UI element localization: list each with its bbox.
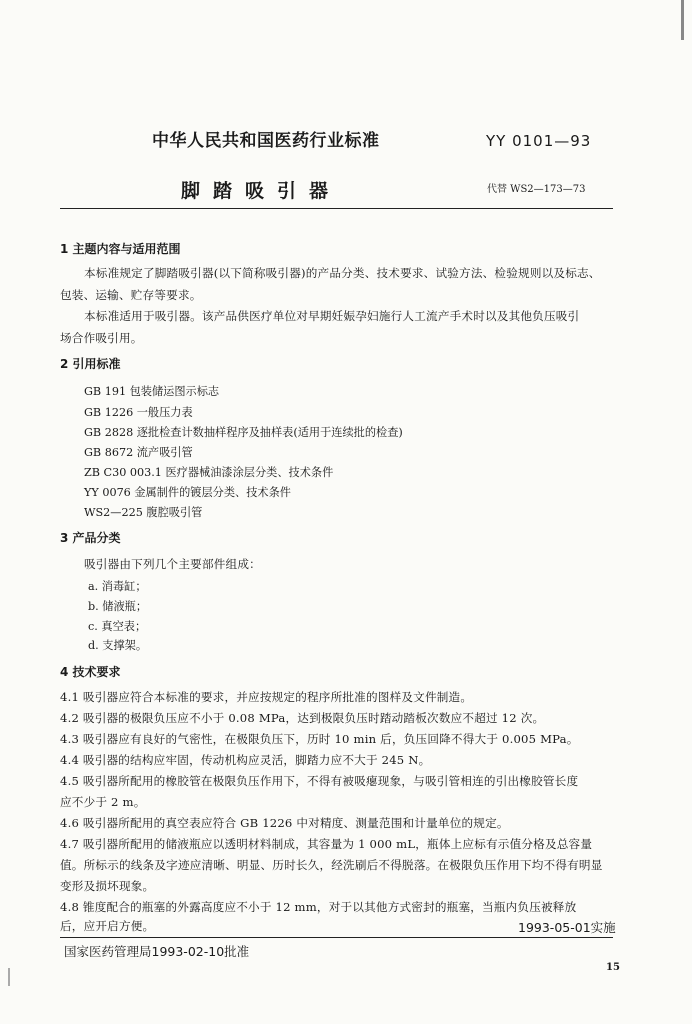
paragraph-line: 吸引器由下列几个主要部件组成： <box>84 557 261 571</box>
reference-item: GB 1226 一般压力表 <box>84 406 193 419</box>
reference-item: WS2—225 腹腔吸引管 <box>84 506 203 519</box>
document-title: 脚踏吸引器 <box>181 180 342 202</box>
issuing-organization: 中华人民共和国医药行业标准 <box>152 131 380 151</box>
clause-line: 4.6 吸引器所配用的真空表应符合 GB 1226 中对精度、测量范围和计量单位的规定。 <box>60 816 509 830</box>
scan-margin-mark <box>8 968 10 986</box>
scan-edge-mark <box>681 0 684 40</box>
effective-date: 1993-05-01实施 <box>518 920 616 935</box>
page-number: 15 <box>606 962 620 973</box>
paragraph-line: 本标准适用于吸引器。该产品供医疗单位对早期妊娠孕妇施行人工流产手术时以及其他负压吸引 <box>84 309 580 323</box>
section-heading: 1 主题内容与适用范围 <box>60 242 181 256</box>
header-divider <box>60 208 613 209</box>
reference-item: GB 2828 逐批检查计数抽样程序及抽样表(适用于连续批的检查) <box>84 426 403 439</box>
paragraph-line: 本标准规定了脚踏吸引器(以下简称吸引器)的产品分类、技术要求、试验方法、检验规则以及标志、 <box>84 266 601 280</box>
clause-line: 4.1 吸引器应符合本标准的要求，并应按规定的程序所批准的图样及文件制造。 <box>60 690 473 704</box>
clause-line: 4.2 吸引器的极限负压应不小于 0.08 MPa，达到极限负压时踏动踏板次数应不超过 12 次。 <box>60 711 545 725</box>
standard-code: YY 0101—93 <box>486 132 592 150</box>
section-heading: 4 技术要求 <box>60 665 121 679</box>
list-item: d. 支撑架。 <box>88 639 148 652</box>
replaces-note: 代替 WS2—173—73 <box>487 184 586 195</box>
section-heading: 2 引用标准 <box>60 357 121 371</box>
list-item: a. 消毒缸； <box>88 580 147 593</box>
clause-line: 变形及损坏现象。 <box>60 879 155 893</box>
footer-divider <box>60 937 613 938</box>
list-item: b. 储液瓶； <box>88 600 148 613</box>
section-heading: 3 产品分类 <box>60 531 121 545</box>
approval-line: 国家医药管理局1993-02-10批准 <box>64 944 250 959</box>
reference-item: GB 8672 流产吸引管 <box>84 446 193 459</box>
clause-line: 后，应开启方便。 <box>60 919 155 933</box>
reference-item: GB 191 包装储运图示标志 <box>84 385 220 398</box>
paragraph-line: 场合作吸引用。 <box>60 331 143 345</box>
clause-line: 4.7 吸引器所配用的储液瓶应以透明材料制成，其容量为 1 000 mL，瓶体上应标有示值分格及总容量 <box>60 837 593 851</box>
clause-line: 4.3 吸引器应有良好的气密性，在极限负压下，历时 10 min 后，负压回降不得大于 0.005 MPa。 <box>60 732 579 746</box>
clause-line: 4.5 吸引器所配用的橡胶管在极限负压作用下，不得有被吸瘪现象，与吸引管相连的引出橡胶管长度 <box>60 774 579 788</box>
clause-line: 值。所标示的线条及字迹应清晰、明显、历时长久，经洗刷后不得脱落。在极限负压作用下均不得有明显 <box>60 858 603 872</box>
paragraph-line: 包装、运输、贮存等要求。 <box>60 288 202 302</box>
list-item: c. 真空表； <box>88 620 147 633</box>
clause-line: 4.4 吸引器的结构应牢固，传动机构应灵活，脚踏力应不大于 245 N。 <box>60 753 431 767</box>
reference-item: ZB C30 003.1 医疗器械油漆涂层分类、技术条件 <box>84 466 334 479</box>
reference-item: YY 0076 金属制件的镀层分类、技术条件 <box>84 486 291 499</box>
clause-line: 4.8 锥度配合的瓶塞的外露高度应不小于 12 mm，对于以其他方式密封的瓶塞，当瓶内负压被释放 <box>60 900 577 914</box>
clause-line: 应不少于 2 m。 <box>60 795 146 809</box>
